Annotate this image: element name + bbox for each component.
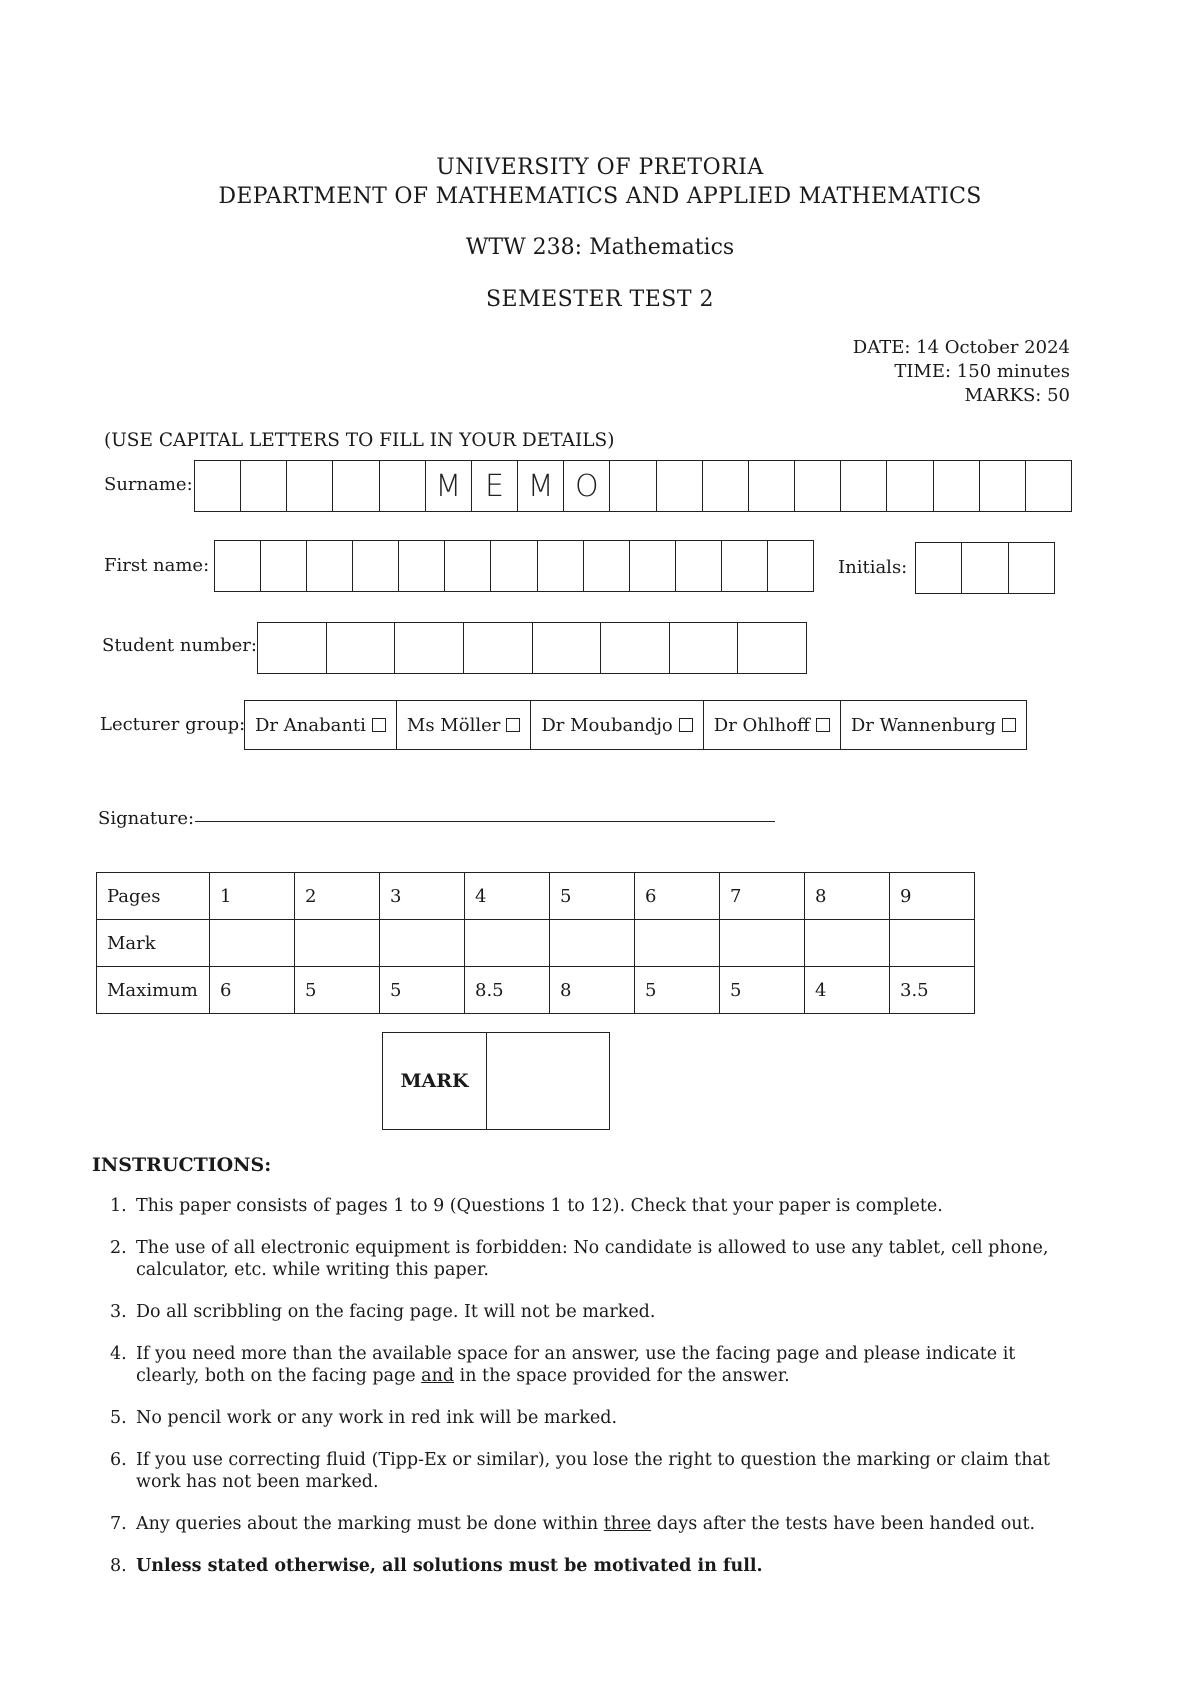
surname-letter-box[interactable] xyxy=(980,461,1026,511)
checkbox-icon[interactable] xyxy=(679,718,693,732)
lecturer-option-moubandjo[interactable]: Dr Moubandjo xyxy=(531,701,703,749)
page-cell: 1 xyxy=(210,873,295,920)
first-name-boxes[interactable] xyxy=(214,540,814,592)
mark-cell[interactable] xyxy=(380,920,465,967)
surname-letter-box[interactable] xyxy=(610,461,656,511)
surname-letter-box[interactable] xyxy=(887,461,933,511)
first-name-letter-box[interactable] xyxy=(722,541,768,591)
checkbox-icon[interactable] xyxy=(816,718,830,732)
list-item: 4. If you need more than the available space for an answer, use the facing page and please indicate it clearly, both on the facing page and in the space provided for the answer. xyxy=(110,1344,1016,1386)
page-cell: 9 xyxy=(890,873,975,920)
lecturer-group-options xyxy=(244,700,1027,750)
maximum-cell: 5 xyxy=(635,967,720,1014)
page-cell: 3 xyxy=(380,873,465,920)
row-header-mark: Mark xyxy=(97,920,210,967)
surname-letter-box[interactable] xyxy=(749,461,795,511)
lecturer-option-ohlhoff[interactable]: Dr Ohlhoff xyxy=(704,701,841,749)
initials-letter-box[interactable] xyxy=(962,543,1008,593)
surname-letter-box[interactable] xyxy=(195,461,241,511)
student-number-digit-box[interactable] xyxy=(670,623,739,673)
test-date: DATE: 14 October 2024 xyxy=(852,337,1070,358)
test-title: SEMESTER TEST 2 xyxy=(485,287,715,312)
mark-cell[interactable] xyxy=(635,920,720,967)
first-name-letter-box[interactable] xyxy=(630,541,676,591)
test-time: TIME: 150 minutes xyxy=(894,361,1070,382)
student-number-boxes[interactable] xyxy=(257,622,807,674)
initials-letter-box[interactable] xyxy=(916,543,962,593)
table-row-maximum xyxy=(97,967,975,1014)
surname-letter-box[interactable] xyxy=(380,461,426,511)
course-title: WTW 238: Mathematics xyxy=(465,235,735,260)
total-mark-box xyxy=(382,1032,610,1130)
table-row-pages xyxy=(97,873,975,920)
checkbox-icon[interactable] xyxy=(506,718,520,732)
surname-letter-box[interactable] xyxy=(333,461,379,511)
signature-line[interactable] xyxy=(195,821,775,822)
student-number-digit-box[interactable] xyxy=(464,623,533,673)
maximum-cell: 5 xyxy=(720,967,805,1014)
capital-letters-note: (USE CAPITAL LETTERS TO FILL IN YOUR DETAILS) xyxy=(104,430,615,451)
maximum-cell: 8 xyxy=(550,967,635,1014)
list-item: 8. Unless stated otherwise, all solutions must be motivated in full. xyxy=(110,1556,763,1576)
first-name-letter-box[interactable] xyxy=(768,541,813,591)
first-name-letter-box[interactable] xyxy=(353,541,399,591)
first-name-letter-box[interactable] xyxy=(676,541,722,591)
initials-boxes[interactable] xyxy=(915,542,1055,594)
maximum-cell: 3.5 xyxy=(890,967,975,1014)
surname-letter-box[interactable] xyxy=(703,461,749,511)
mark-cell[interactable] xyxy=(550,920,635,967)
surname-letter-box[interactable] xyxy=(934,461,980,511)
test-marks: MARKS: 50 xyxy=(964,385,1070,406)
surname-letter-box[interactable]: M xyxy=(518,461,564,511)
page-cell: 4 xyxy=(465,873,550,920)
surname-letter-box[interactable] xyxy=(657,461,703,511)
department-name: DEPARTMENT OF MATHEMATICS AND APPLIED MATHEMATICS xyxy=(218,184,982,209)
first-name-letter-box[interactable] xyxy=(261,541,307,591)
page-cell: 8 xyxy=(805,873,890,920)
first-name-letter-box[interactable] xyxy=(307,541,353,591)
lecturer-option-moller[interactable]: Ms Möller xyxy=(397,701,531,749)
student-number-digit-box[interactable] xyxy=(738,623,806,673)
surname-letter-box[interactable] xyxy=(795,461,841,511)
surname-letter-box[interactable]: E xyxy=(472,461,518,511)
instructions-title: INSTRUCTIONS: xyxy=(92,1154,272,1176)
first-name-letter-box[interactable] xyxy=(584,541,630,591)
student-number-digit-box[interactable] xyxy=(395,623,464,673)
table-row-mark xyxy=(97,920,975,967)
lecturer-option-anabanti[interactable]: Dr Anabanti xyxy=(245,701,397,749)
page-cell: 6 xyxy=(635,873,720,920)
list-item: 5. No pencil work or any work in red ink will be marked. xyxy=(110,1408,618,1428)
surname-letter-box[interactable] xyxy=(287,461,333,511)
lecturer-group-label: Lecturer group: xyxy=(100,714,246,735)
list-item: 2. The use of all electronic equipment is forbidden: No candidate is allowed to use any tablet, cell phone, calculator, etc. while writing this paper. xyxy=(110,1238,1049,1280)
list-item: 7. Any queries about the marking must be done within three days after the tests have been handed out. xyxy=(110,1514,1036,1534)
mark-cell[interactable] xyxy=(210,920,295,967)
total-mark-field[interactable] xyxy=(487,1033,609,1129)
maximum-cell: 4 xyxy=(805,967,890,1014)
maximum-cell: 8.5 xyxy=(465,967,550,1014)
checkbox-icon[interactable] xyxy=(372,718,386,732)
surname-label: Surname: xyxy=(104,474,193,495)
first-name-letter-box[interactable] xyxy=(445,541,491,591)
student-number-digit-box[interactable] xyxy=(601,623,670,673)
maximum-cell: 5 xyxy=(295,967,380,1014)
surname-letter-box[interactable] xyxy=(241,461,287,511)
surname-boxes[interactable] xyxy=(194,460,1072,512)
initials-letter-box[interactable] xyxy=(1009,543,1054,593)
list-item: 6. If you use correcting fluid (Tipp-Ex or similar), you lose the right to question the marking or claim that work has not been marked. xyxy=(110,1450,1050,1492)
student-number-digit-box[interactable] xyxy=(258,623,327,673)
mark-cell[interactable] xyxy=(805,920,890,967)
university-name: UNIVERSITY OF PRETORIA xyxy=(436,155,764,180)
first-name-letter-box[interactable] xyxy=(399,541,445,591)
initials-label: Initials: xyxy=(838,557,908,578)
instructions-list xyxy=(110,1195,1070,1597)
surname-letter-box[interactable] xyxy=(1026,461,1071,511)
surname-letter-box[interactable]: M xyxy=(426,461,472,511)
list-item: 3. Do all scribbling on the facing page. It will not be marked. xyxy=(110,1302,656,1322)
student-number-label: Student number: xyxy=(102,635,257,656)
checkbox-icon[interactable] xyxy=(1002,718,1016,732)
student-number-digit-box[interactable] xyxy=(533,623,602,673)
mark-cell[interactable] xyxy=(295,920,380,967)
student-number-digit-box[interactable] xyxy=(327,623,396,673)
first-name-letter-box[interactable] xyxy=(215,541,261,591)
page-cell: 2 xyxy=(295,873,380,920)
first-name-label: First name: xyxy=(104,555,210,576)
row-header-maximum: Maximum xyxy=(97,967,210,1014)
lecturer-option-wannenburg[interactable]: Dr Wannenburg xyxy=(841,701,1026,749)
mark-cell[interactable] xyxy=(890,920,975,967)
signature-label: Signature: xyxy=(98,808,195,829)
marks-table xyxy=(96,872,975,1014)
mark-cell[interactable] xyxy=(720,920,805,967)
first-name-letter-box[interactable] xyxy=(491,541,537,591)
first-name-letter-box[interactable] xyxy=(538,541,584,591)
page-cell: 5 xyxy=(550,873,635,920)
maximum-cell: 6 xyxy=(210,967,295,1014)
page-cell: 7 xyxy=(720,873,805,920)
mark-cell[interactable] xyxy=(465,920,550,967)
total-mark-label: MARK xyxy=(383,1033,487,1129)
list-item: 1. This paper consists of pages 1 to 9 (Questions 1 to 12). Check that your paper is complete. xyxy=(110,1196,943,1216)
maximum-cell: 5 xyxy=(380,967,465,1014)
row-header-pages: Pages xyxy=(97,873,210,920)
surname-letter-box[interactable]: O xyxy=(564,461,610,511)
surname-letter-box[interactable] xyxy=(841,461,887,511)
